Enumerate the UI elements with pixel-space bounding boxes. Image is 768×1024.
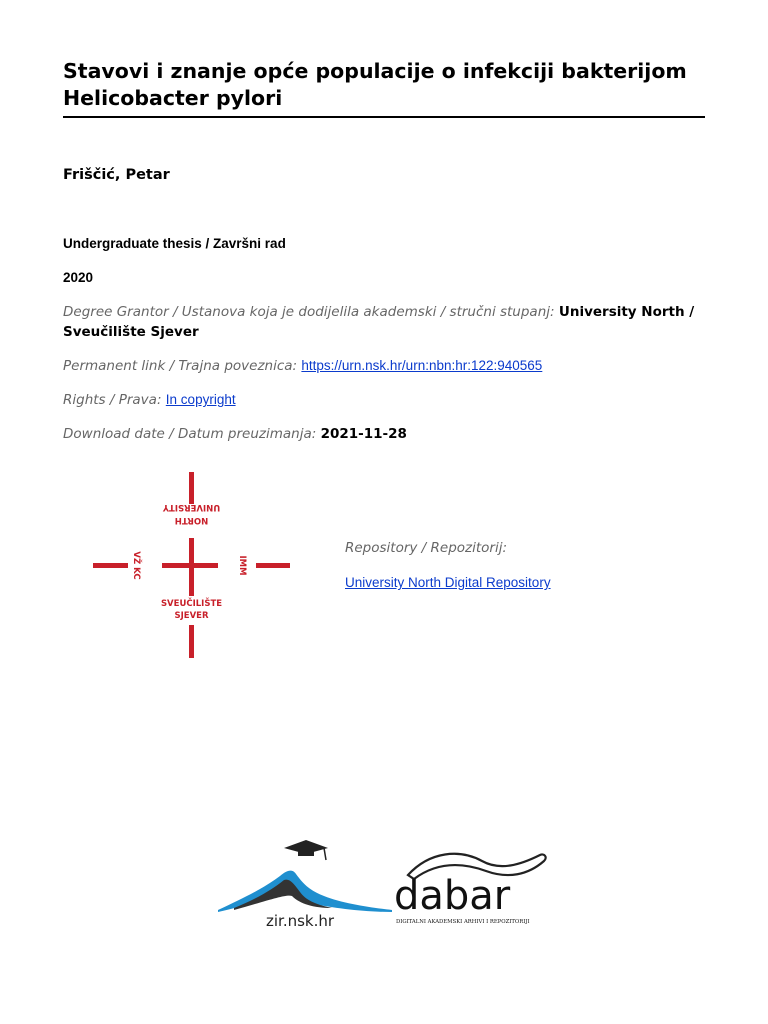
logo-text-right: IMM [237,555,247,576]
university-north-logo [90,470,295,662]
permanent-link [63,356,542,376]
rights-link[interactable]: In copyright [165,392,236,407]
permanent-link-url[interactable]: https://urn.nsk.hr/urn:nbn:hr:122:940565 [301,358,543,373]
logo-text-left: VŽ KC [131,551,141,580]
degree-grantor-label: Degree Grantor / Ustanova koja je dodijelila akademski / stručni stupanj: [63,304,555,320]
zir-text: zir.nsk.hr [266,912,335,930]
permanent-link-label: Permanent link / Trajna poveznica: [63,358,298,374]
dabar-logo[interactable] [390,845,555,930]
logo-text-sjever: SJEVER [174,611,209,621]
zir-logo[interactable] [214,838,394,930]
dabar-text: dabar [394,873,511,919]
download-date-label: Download date / Datum preuzimanja: [63,426,317,442]
repository-link[interactable]: University North Digital Repository [345,575,551,590]
logo-text-university: UNIVERSITY [162,502,221,512]
dabar-subtitle: DIGITALNI AKADEMSKI ARHIVI I REPOZITORIJI [396,919,530,925]
logo-text-north: NORTH [174,515,209,525]
rights-label: Rights / Prava: [63,392,162,408]
logo-cross [93,472,290,658]
logo-text-sveuciliste: SVEUČILIŠTE [160,599,223,609]
download-date [63,424,407,444]
repository-label: Repository / Repozitorij: [345,540,508,556]
title-divider [63,116,705,118]
document-title: Stavovi i znanje opće populacije o infekciji bakterijom Helicobacter pylori [63,59,687,110]
author-name: Friščić, Petar [63,167,170,183]
rights [63,390,236,410]
document-type: Undergraduate thesis / Završni rad [63,236,286,251]
document-year: 2020 [63,270,94,285]
download-date-value: 2021-11-28 [320,426,407,442]
degree-grantor-value: University North / Sveučilište Sjever [63,304,695,340]
repository-link-line [345,575,551,591]
degree-grantor [63,302,703,342]
